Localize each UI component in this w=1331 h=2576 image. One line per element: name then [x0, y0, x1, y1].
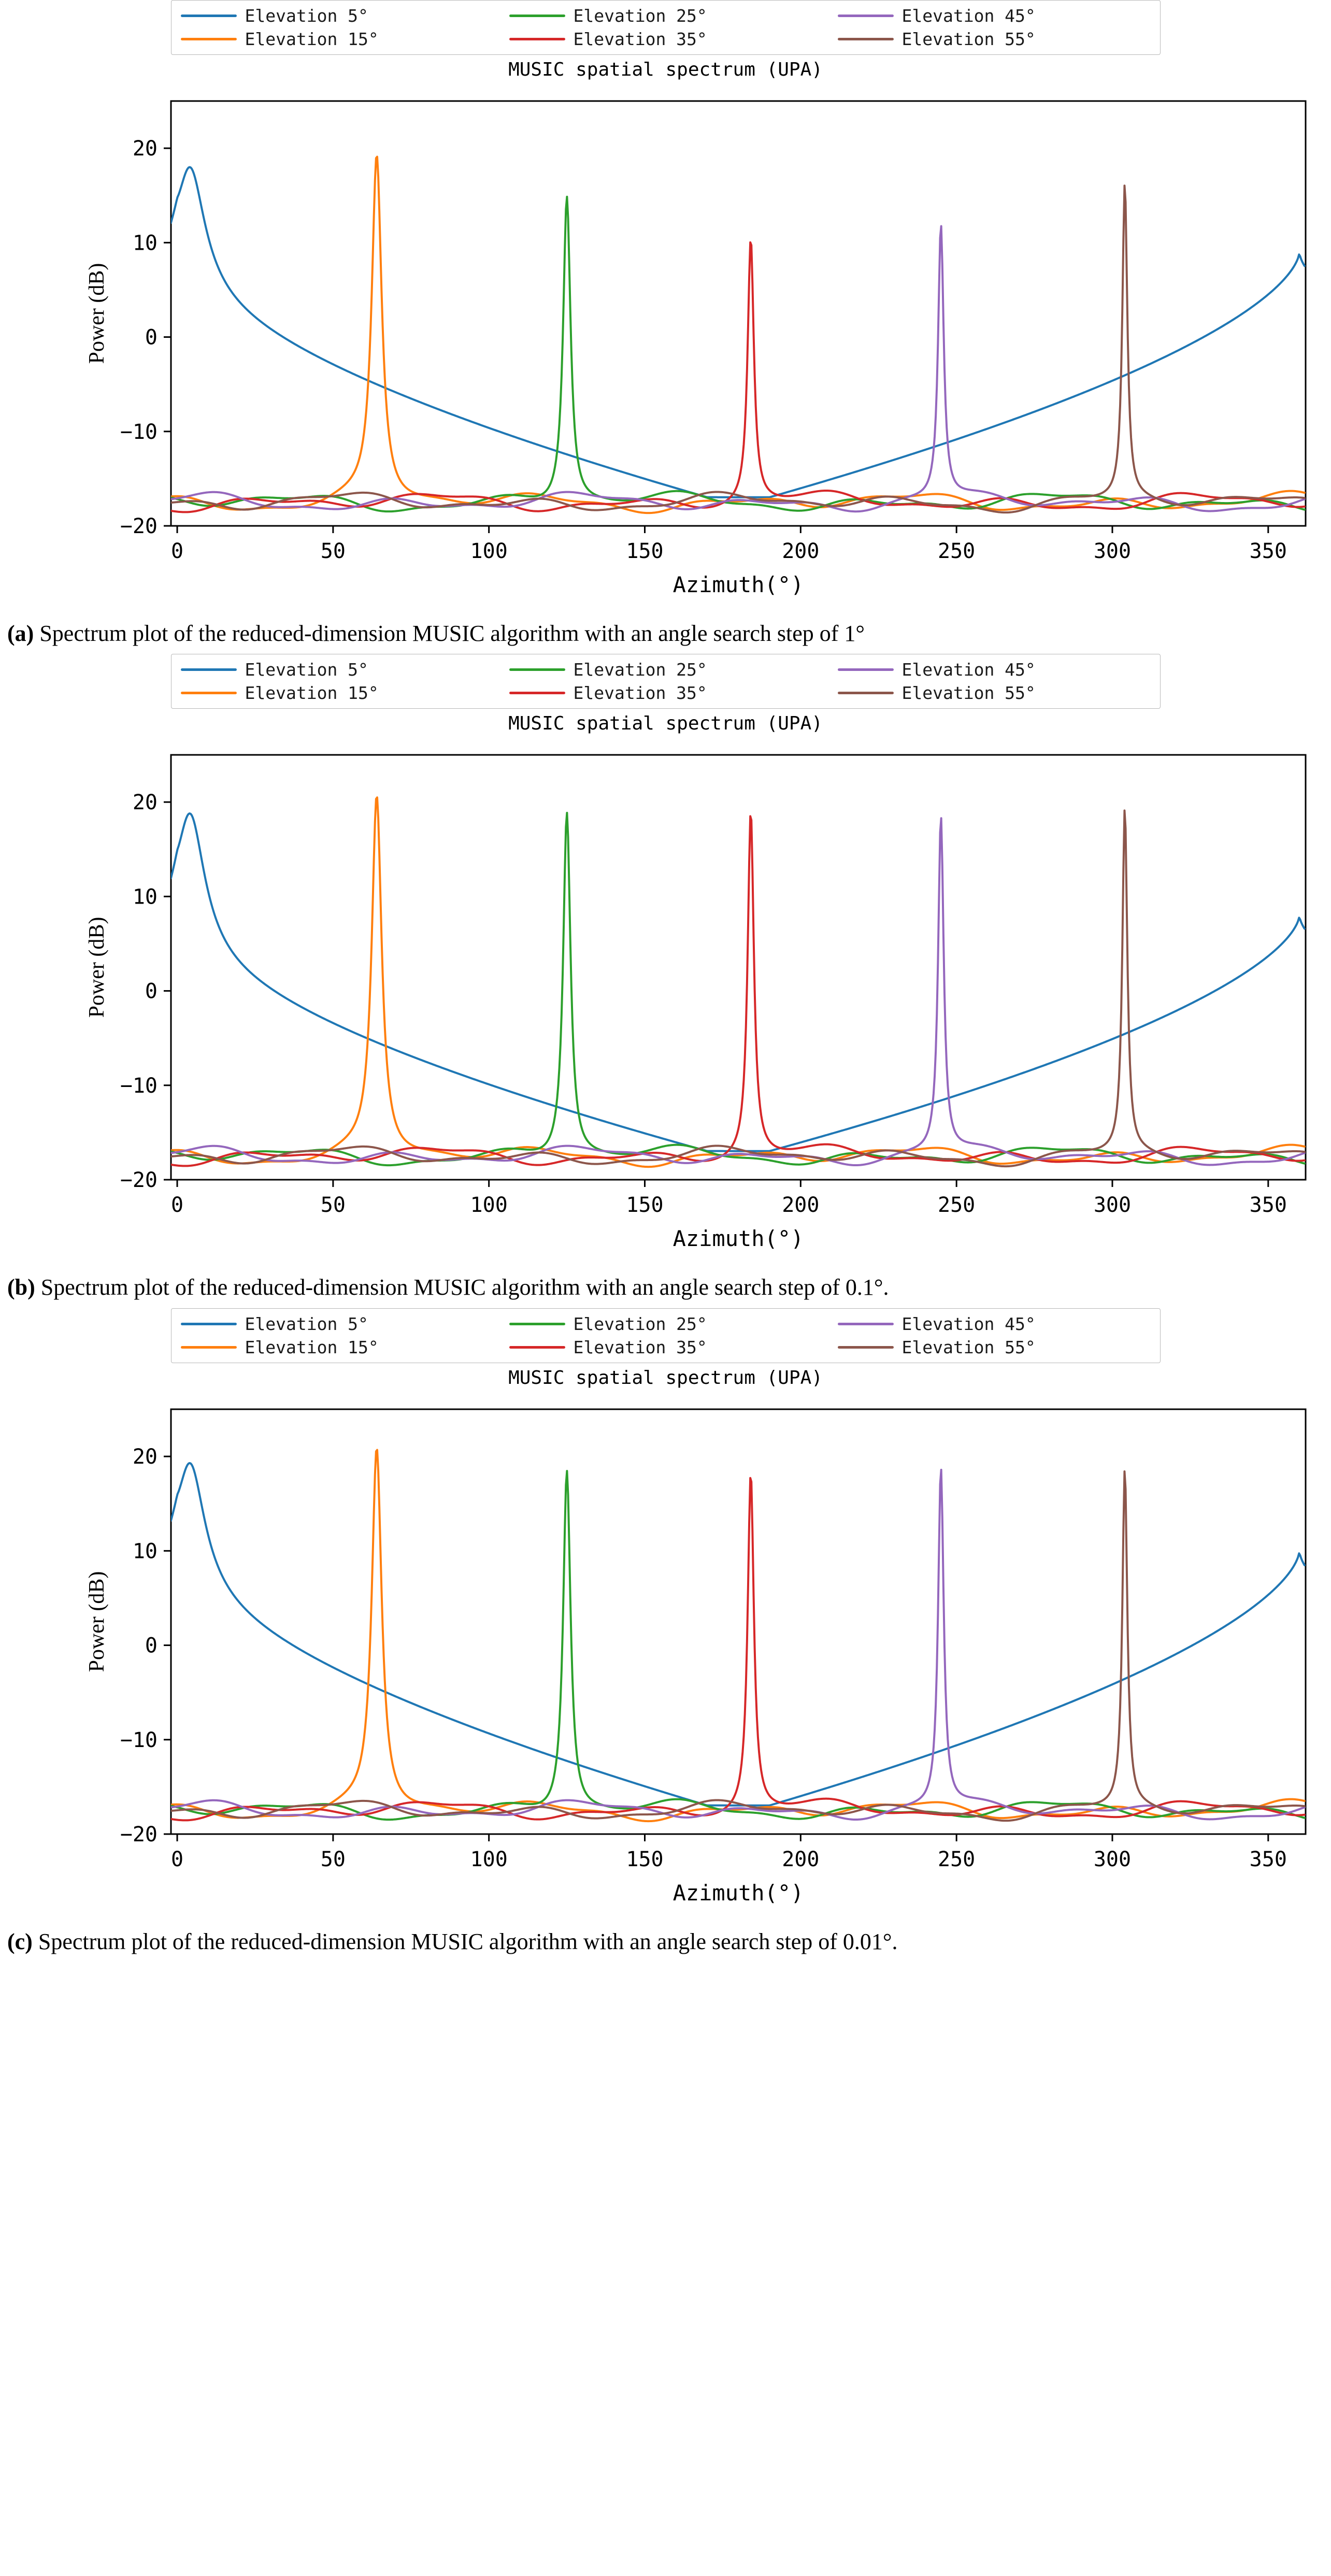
- svg-text:200: 200: [782, 1847, 820, 1871]
- svg-text:250: 250: [938, 539, 976, 563]
- svg-text:200: 200: [782, 539, 820, 563]
- legend-color-swatch: [181, 668, 237, 671]
- legend-item: [181, 29, 494, 49]
- plot-svg: [0, 1389, 1331, 1917]
- svg-text:100: 100: [470, 1847, 508, 1871]
- legend-b: [171, 654, 1161, 709]
- caption-label-b: (b): [7, 1275, 35, 1300]
- series-line: [171, 813, 1305, 1165]
- legend-item-label: Elevation 15°: [245, 683, 379, 704]
- y-axis-label: Power (dB): [85, 263, 109, 364]
- svg-text:300: 300: [1093, 1193, 1132, 1218]
- chart-b: [0, 713, 1331, 1263]
- legend-item: [181, 6, 494, 26]
- legend-item: [838, 1314, 1151, 1334]
- legend-item: [838, 1337, 1151, 1357]
- legend-item: [838, 660, 1151, 680]
- legend-item-label: Elevation 15°: [245, 1337, 379, 1357]
- svg-text:20: 20: [132, 1444, 158, 1469]
- series-line: [171, 813, 1305, 1151]
- legend-item-label: Elevation 35°: [573, 683, 707, 704]
- legend-item: [509, 683, 822, 703]
- svg-text:−20: −20: [120, 514, 158, 538]
- legend-item-label: Elevation 15°: [245, 29, 379, 49]
- series-line: [171, 811, 1305, 1167]
- legend-item: [181, 683, 494, 703]
- caption-text-a: Spectrum plot of the reduced-dimension MUSIC algorithm with an angle search step of 1°: [39, 621, 865, 646]
- svg-text:100: 100: [470, 1193, 508, 1218]
- caption-a: [7, 618, 1095, 649]
- chart-title-c: MUSIC spatial spectrum (UPA): [508, 1367, 823, 1389]
- chart-title-a: MUSIC spatial spectrum (UPA): [508, 59, 823, 80]
- series-line: [171, 185, 1305, 512]
- plot-area-a: [0, 80, 1331, 609]
- svg-text:0: 0: [145, 325, 158, 350]
- svg-text:50: 50: [320, 1193, 346, 1218]
- legend-item-label: Elevation 55°: [901, 29, 1036, 49]
- svg-text:0: 0: [145, 979, 158, 1004]
- legend-item: [509, 660, 822, 680]
- legend-color-swatch: [181, 692, 237, 694]
- series-line: [171, 1471, 1305, 1820]
- svg-text:10: 10: [132, 1539, 158, 1564]
- legend-item-label: Elevation 5°: [245, 6, 368, 26]
- legend-color-swatch: [838, 692, 894, 694]
- svg-text:−20: −20: [120, 1822, 158, 1847]
- series-line: [171, 1450, 1305, 1821]
- svg-text:350: 350: [1249, 1193, 1287, 1218]
- legend-color-swatch: [838, 38, 894, 40]
- svg-text:10: 10: [132, 885, 158, 909]
- svg-text:20: 20: [132, 137, 158, 161]
- legend-item: [838, 683, 1151, 703]
- svg-text:250: 250: [938, 1193, 976, 1218]
- svg-text:0: 0: [170, 539, 184, 563]
- legend-color-swatch: [838, 1323, 894, 1325]
- svg-text:−10: −10: [120, 1074, 158, 1098]
- svg-text:50: 50: [320, 539, 346, 563]
- chart-title-b: MUSIC spatial spectrum (UPA): [508, 713, 823, 735]
- svg-text:300: 300: [1093, 539, 1132, 563]
- legend-color-swatch: [509, 692, 565, 694]
- legend-item: [181, 1337, 494, 1357]
- legend-item: [509, 1314, 822, 1334]
- svg-text:300: 300: [1093, 1847, 1132, 1871]
- svg-text:150: 150: [626, 1193, 664, 1218]
- legend-color-swatch: [181, 1323, 237, 1325]
- legend-item-label: Elevation 45°: [901, 1313, 1036, 1334]
- x-axis-label: Azimuth(°): [672, 1226, 804, 1252]
- figure-b: [0, 654, 1331, 1303]
- plot-svg: [0, 80, 1331, 609]
- legend-item: [838, 29, 1151, 49]
- caption-text-b: Spectrum plot of the reduced-dimension MUSIC algorithm with an angle search step of 0.1°.: [40, 1275, 889, 1300]
- svg-text:20: 20: [132, 791, 158, 815]
- legend-item: [181, 1314, 494, 1334]
- caption-label-c: (c): [7, 1928, 33, 1954]
- legend-item-label: Elevation 5°: [245, 1313, 368, 1334]
- svg-text:0: 0: [170, 1847, 184, 1871]
- svg-text:350: 350: [1249, 1847, 1287, 1871]
- legend-item: [509, 29, 822, 49]
- legend-color-swatch: [181, 1346, 237, 1349]
- legend-item-label: Elevation 25°: [573, 1313, 707, 1334]
- svg-text:−10: −10: [120, 420, 158, 444]
- chart-c: [0, 1367, 1331, 1917]
- svg-text:150: 150: [626, 1847, 664, 1871]
- x-axis-label: Azimuth(°): [672, 572, 804, 597]
- legend-color-swatch: [509, 15, 565, 17]
- legend-item-label: Elevation 55°: [901, 1337, 1036, 1357]
- figure-c: [0, 1308, 1331, 1957]
- svg-text:−20: −20: [120, 1168, 158, 1193]
- caption-label-a: (a): [7, 621, 34, 646]
- legend-color-swatch: [509, 1346, 565, 1349]
- series-line: [171, 819, 1305, 1166]
- svg-text:250: 250: [938, 1847, 976, 1871]
- legend-color-swatch: [838, 15, 894, 17]
- series-line: [171, 167, 1305, 497]
- plot-area-b: [0, 734, 1331, 1263]
- legend-a: [171, 0, 1161, 55]
- y-axis-label: Power (dB): [85, 917, 109, 1018]
- legend-color-swatch: [509, 1323, 565, 1325]
- legend-item-label: Elevation 45°: [901, 6, 1036, 26]
- series-line: [171, 1463, 1305, 1806]
- legend-item-label: Elevation 25°: [573, 6, 707, 26]
- x-axis-label: Azimuth(°): [672, 1880, 804, 1906]
- legend-c: [171, 1308, 1161, 1363]
- chart-a: [0, 59, 1331, 609]
- legend-color-swatch: [181, 38, 237, 40]
- figure-a: [0, 0, 1331, 649]
- svg-text:50: 50: [320, 1847, 346, 1871]
- svg-text:−10: −10: [120, 1728, 158, 1752]
- legend-item-label: Elevation 55°: [901, 683, 1036, 704]
- svg-text:0: 0: [145, 1634, 158, 1658]
- legend-item-label: Elevation 45°: [901, 660, 1036, 680]
- plot-area-c: [0, 1389, 1331, 1917]
- svg-text:150: 150: [626, 539, 664, 563]
- legend-item: [509, 6, 822, 26]
- series-line: [171, 157, 1305, 513]
- series-line: [171, 1471, 1305, 1821]
- series-line: [171, 1470, 1305, 1820]
- svg-text:200: 200: [782, 1193, 820, 1218]
- legend-item: [509, 1337, 822, 1357]
- plot-svg: [0, 734, 1331, 1263]
- svg-text:0: 0: [170, 1193, 184, 1218]
- legend-item: [838, 6, 1151, 26]
- legend-color-swatch: [509, 38, 565, 40]
- y-axis-label: Power (dB): [85, 1571, 109, 1672]
- legend-item-label: Elevation 35°: [573, 29, 707, 49]
- legend-color-swatch: [838, 1346, 894, 1349]
- caption-b: [7, 1272, 1095, 1303]
- legend-color-swatch: [509, 668, 565, 671]
- series-line: [171, 798, 1305, 1167]
- legend-color-swatch: [838, 668, 894, 671]
- legend-item-label: Elevation 35°: [573, 1337, 707, 1357]
- svg-text:100: 100: [470, 539, 508, 563]
- svg-text:10: 10: [132, 231, 158, 255]
- caption-text-c: Spectrum plot of the reduced-dimension MUSIC algorithm with an angle search step of 0.01°.: [38, 1928, 898, 1954]
- legend-item-label: Elevation 5°: [245, 660, 368, 680]
- legend-item-label: Elevation 25°: [573, 660, 707, 680]
- caption-c: [7, 1926, 1095, 1957]
- legend-item: [181, 660, 494, 680]
- svg-text:350: 350: [1249, 539, 1287, 563]
- legend-color-swatch: [181, 15, 237, 17]
